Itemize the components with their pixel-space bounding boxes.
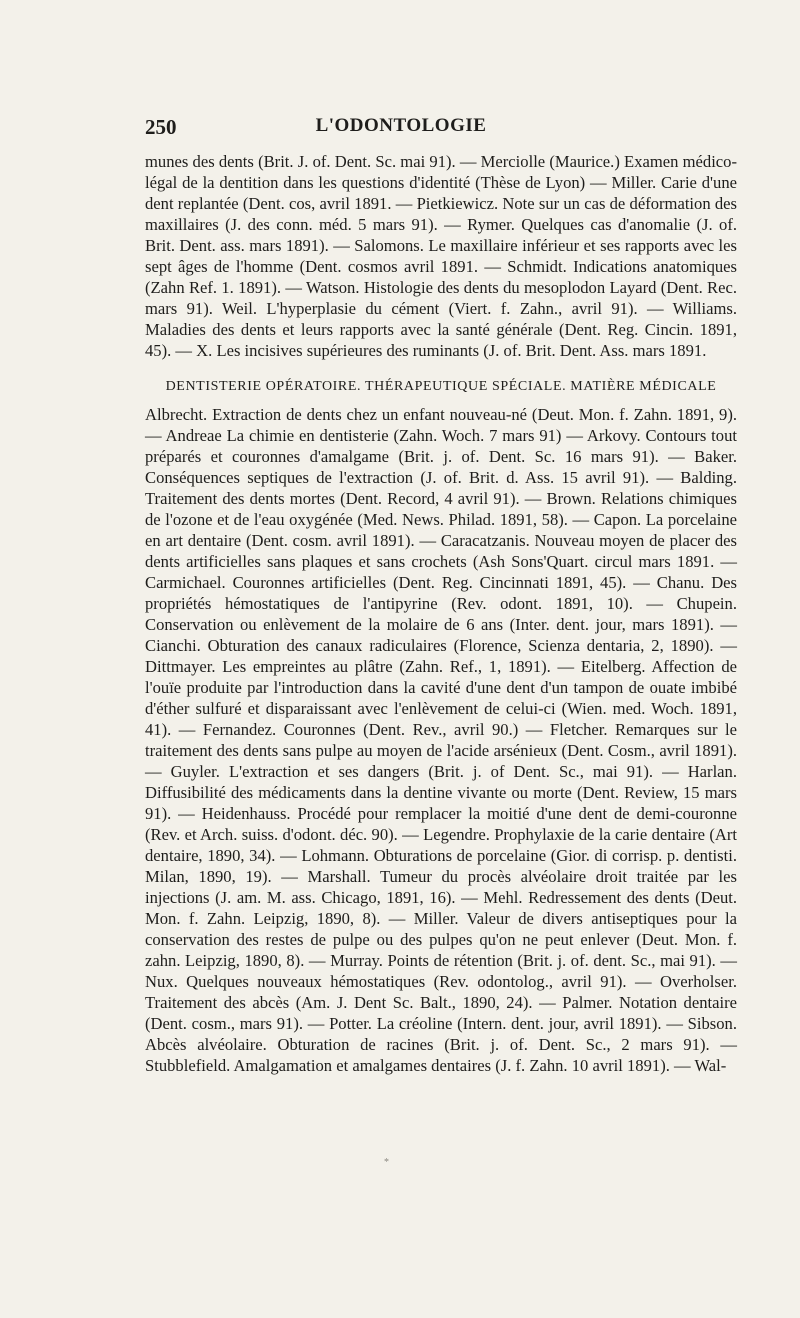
paragraph-bibliography-2: Albrecht. Extraction de dents chez un enfant nouveau-né (Deut. Mon. f. Zahn. 1891, 9). — Andreae La chimie en dentisterie (Zahn. Woch. 7 mars 91) — Arkovy. Contours tout préparés et couronnes d'amalgame (Brit. j. of. Dent. Sc. 16 mars 91). — Baker. Conséquences septiques de l'extraction (J. of. Brit. d. Ass. 15 avril 91). — Balding. Traitement des dents mortes (Dent. Record, 4 avril 91). — Brown. Relations chimiques de l'ozone et de l'eau oxygénée (Med. News. Philad. 1891, 58). — Capon. La porcelaine en art dentaire (Dent. cosm. avril 1891). — Caracatzanis. Nouveau moyen de placer des dents artificielles sans plaques et sans crochets (Ash Sons'Quart. circul mars 1891. — Carmichael. Couronnes artificielles (Dent. Reg. Cincinnati 1891, 45). — Chanu. Des propriétés hémostatiques de l'antipyrine (Rev. odont. 1891, 10). — Chupein. Conservation ou enlèvement de la molaire de 6 ans (Inter. dent. jour, mars 1891). — Cianchi. Obturation des canaux radiculaires (Florence, Scienza dentaria, 2, 1890). — Dittmayer. Les empreintes au plâtre (Zahn. Ref., 1, 1891). — Eitelberg. Affection de l'ouïe produite par l'introduction dans la cavité d'une dent d'un tampon de ouate imbibé d'éther sulfuré et disparaissant avec l'enlèvement de celui-ci (Wien. med. Woch. 1891, 41). — Fernandez. Couronnes (Dent. Rev., avril 90.) — Fletcher. Remarques sur le traitement des dents sans pulpe au moyen de l'acide arsénieux (Dent. Cosm., avril 1891). — Guyler. L'extraction et ses dangers (Brit. j. of Dent. Sc., mai 91). — Harlan. Diffusibilité des médicaments dans la dentine vivante ou morte (Dent. Review, 15 mars 91). — Heidenhauss. Procédé pour remplacer la moitié d'une dent de demi-couronne (Rev. et Arch. suiss. d'odont. déc. 90). — Legendre. Prophylaxie de la carie dentaire (Art dentaire, 1890, 34). — Lohmann. Obturations de porcelaine (Gior. di corrisp. p. dentisti. Milan, 1890, 19). — Marshall. Tumeur du procès alvéolaire droit traitée par les injections (J. am. M. ass. Chicago, 1891, 16). — Mehl. Redressement des dents (Deut. Mon. f. Zahn. Leipzig, 1890, 8). — Miller. Valeur de divers antiseptiques pour la conservation des restes de pulpe ou des pulpes qu'on ne peut enlever (Deut. Mon. f. zahn. Leipzig, 1890, 8). — Murray. Points de rétention (Brit. j. of. dent. Sc., mai 91). — Nux. Quelques nouveaux hémostatiques (Rev. odontolog., avril 91). — Overholser. Traitement des abcès (Am. J. Dent Sc. Balt., 1890, 24). — Palmer. Notation dentaire (Dent. cosm., mars 91). — Potter. La créoline (Intern. dent. jour, avril 1891). — Sibson. Abcès alvéolaire. Obturation de racines (Brit. j. of. Dent. Sc., 2 mars 91). — Stubblefield. Amalgamation et amalgames dentaires (J. f. Zahn. 10 avril 1891). — Wal- [145, 405, 737, 1075]
paragraph-bibliography-1: munes des dents (Brit. J. of. Dent. Sc. mai 91). — Merciolle (Maurice.) Examen médico-légal de la dentition dans les questions d'identité (Thèse de Lyon) — Miller. Carie d'une dent replantée (Dent. cos, avril 1891. — Pietkiewicz. Note sur un cas de déformation des maxillaires (J. des conn. méd. 5 mars 91). — Rymer. Quelques cas d'anomalie (J. of. Brit. Dent. ass. mars 1891). — Salomons. Le maxillaire inférieur et ses rapports avec les sept âges de l'homme (Dent. cosmos avril 1891. — Schmidt. Indications anatomiques (Zahn Ref. 1. 1891). — Watson. Histologie des dents du mesoplodon Layard (Dent. Rec. mars 91). Weil. L'hyperplasie du cément (Viert. f. Zahn., avril 91). — Williams. Maladies des dents et leurs rapports avec la santé générale (Dent. Reg. Cincin. 1891, 45). — X. Les incisives supérieures des ruminants (J. of. Brit. Dent. Ass. mars 1891. [145, 152, 737, 360]
footer-ornament: * [384, 1157, 389, 1168]
page-header [145, 115, 657, 145]
running-title: L'ODONTOLOGIE [315, 115, 487, 136]
page-number: 250 [145, 115, 177, 139]
body-text [145, 151, 737, 1076]
section-heading: DENTISTERIE OPÉRATOIRE. THÉRAPEUTIQUE SPÉCIALE. MATIÈRE MÉDICALE [165, 379, 717, 394]
